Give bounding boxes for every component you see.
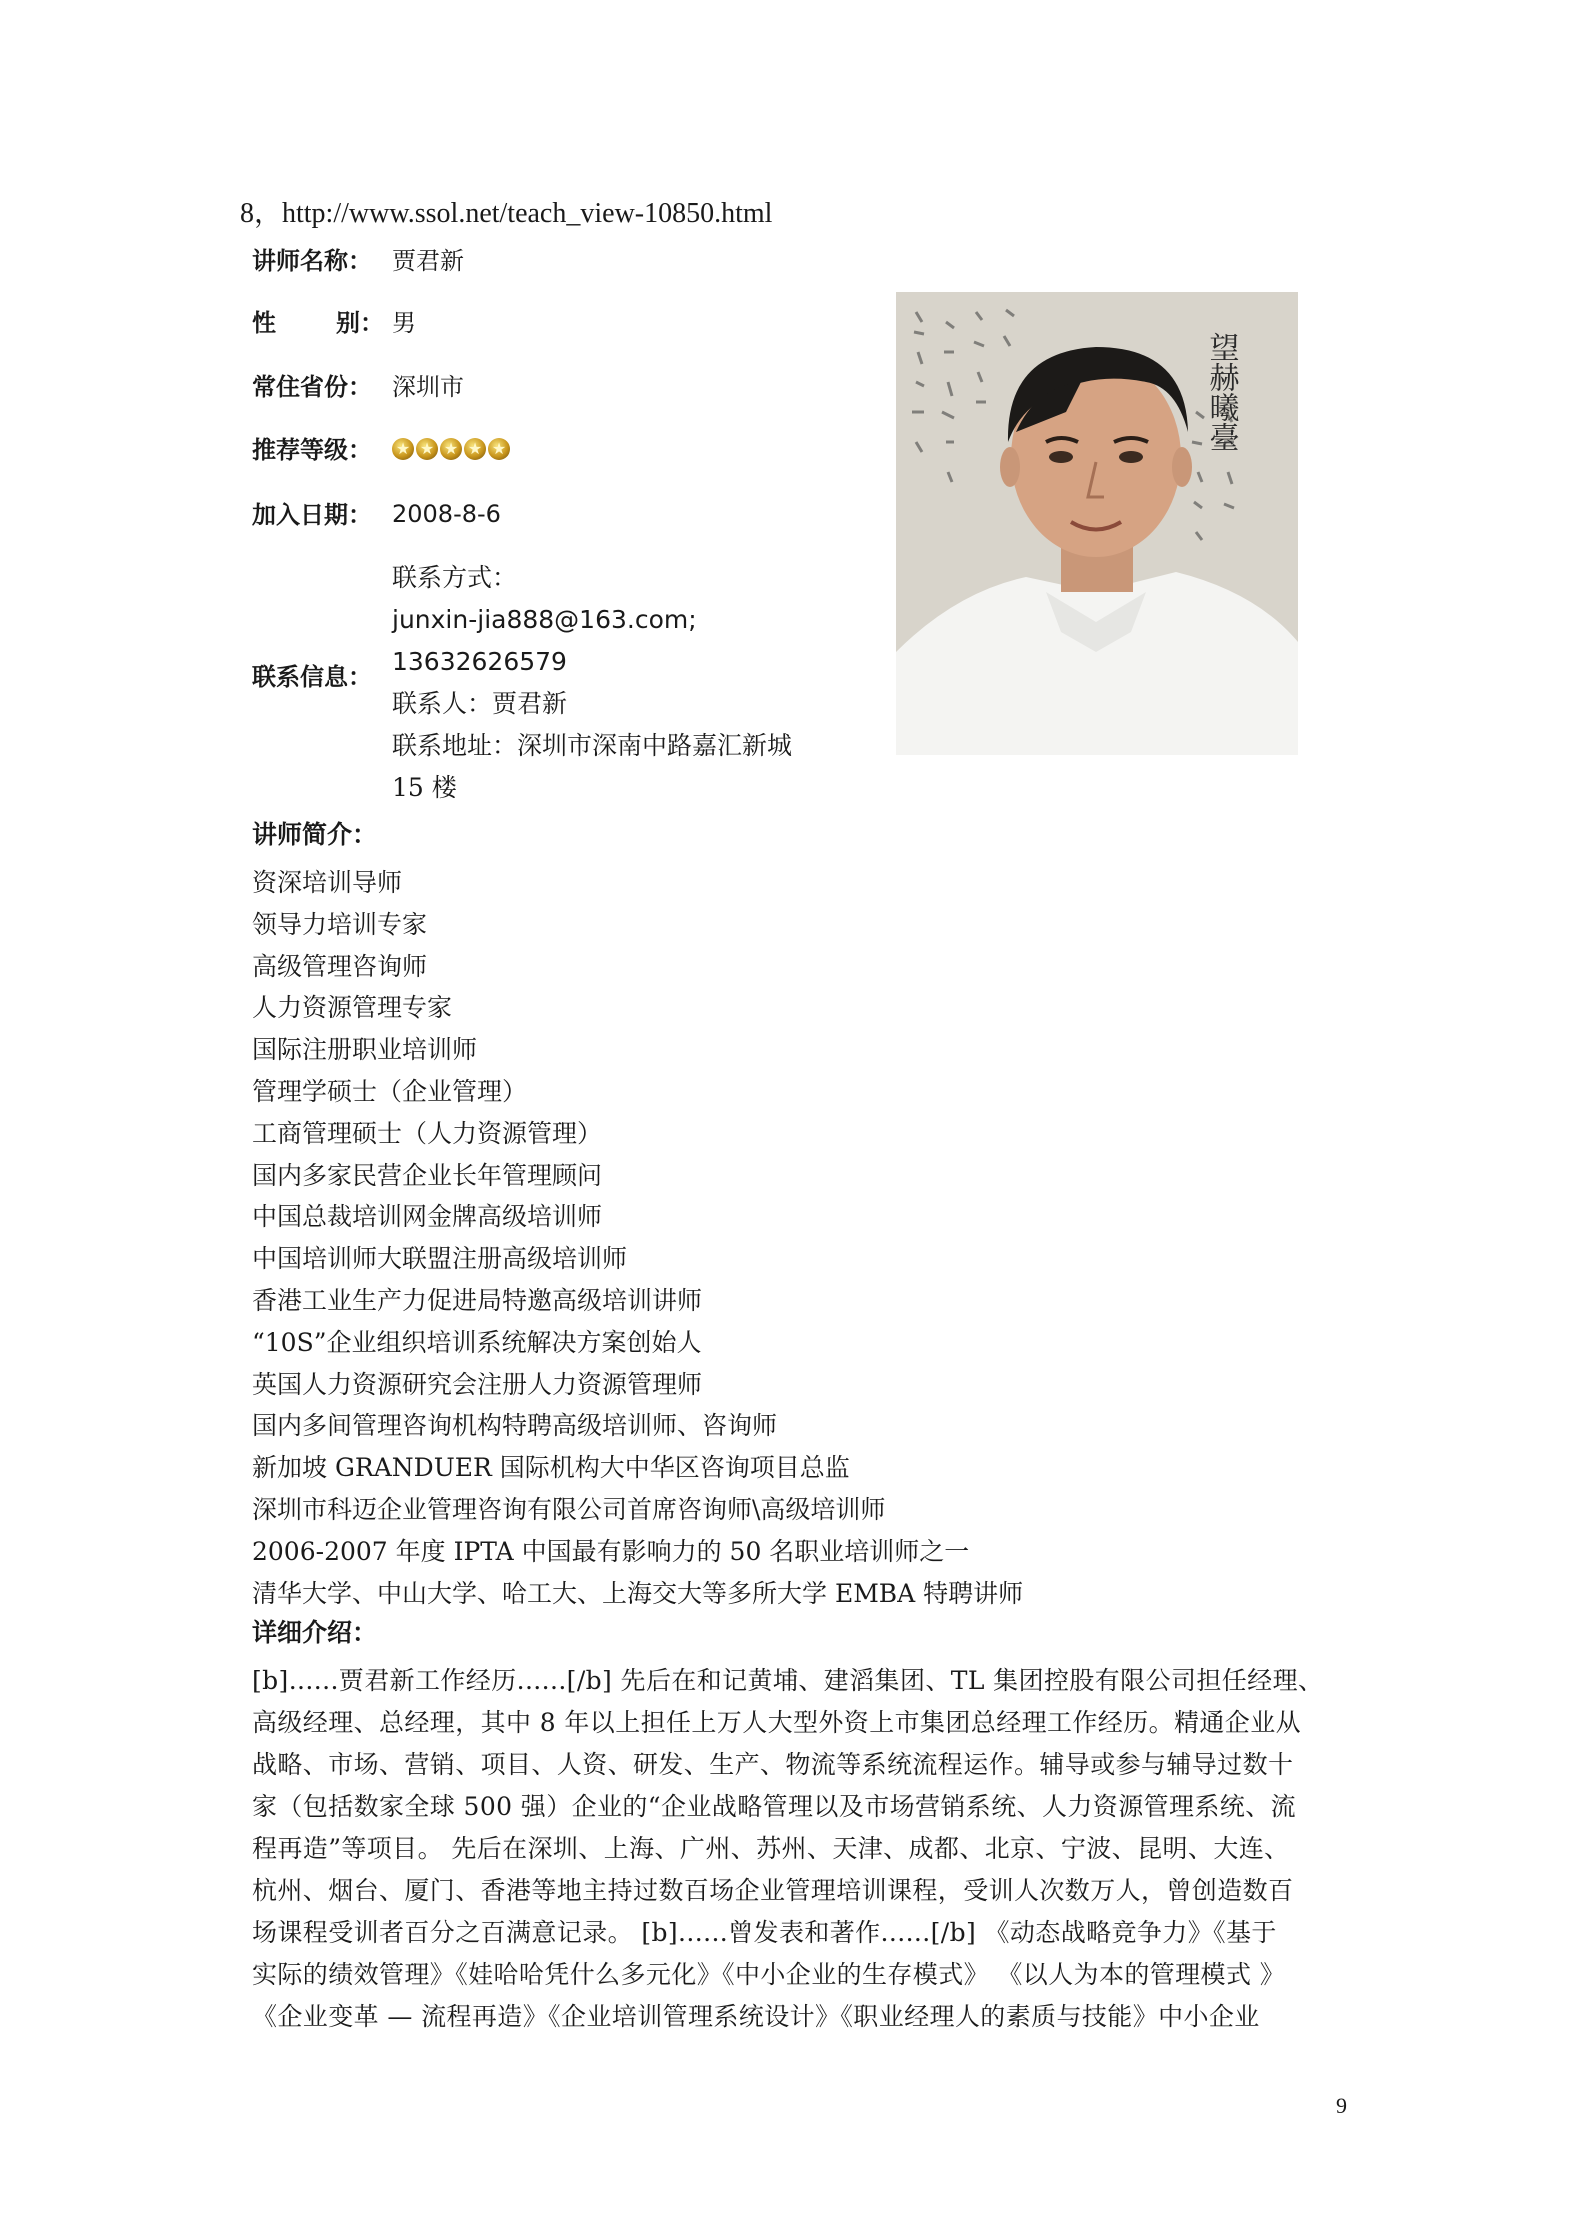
detail-line: 杭州、烟台、厦门、香港等地主持过数百场企业管理培训课程，受训人次数万人，曾创造数百 xyxy=(252,1876,1294,1905)
star-icon: ★ xyxy=(416,438,438,460)
intro-item: “10S”企业组织培训系统解决方案创始人 xyxy=(252,1327,702,1357)
intro-item: 深圳市科迈企业管理咨询有限公司首席咨询师\高级培训师 xyxy=(252,1494,886,1524)
intro-item: 国际注册职业培训师 xyxy=(252,1035,478,1065)
gender-colon: ： xyxy=(360,308,384,337)
intro-title: 讲师简介： xyxy=(252,820,378,849)
contact-person: 联系人：贾君新 xyxy=(392,689,568,718)
intro-item: 管理学硕士（企业管理） xyxy=(252,1076,528,1106)
star-icon: ★ xyxy=(488,438,510,460)
contact-label: 联系信息： xyxy=(252,662,372,691)
rating-stars xyxy=(392,438,510,460)
gender-label xyxy=(252,306,360,340)
page-number: 9 xyxy=(1336,2093,1347,2118)
join-date-label: 加入日期： xyxy=(252,500,372,529)
gender-value: 男 xyxy=(392,309,416,337)
detail-line: [b]......贾君新工作经历......[/b] 先后在和记黄埔、建滔集团、TL 集团控股有限公司担任经理、 xyxy=(252,1666,1324,1695)
intro-list xyxy=(252,862,1023,1614)
gender-label-char-2: 别 xyxy=(336,308,360,337)
intro-item: 清华大学、中山大学、哈工大、上海交大等多所大学 EMBA 特聘讲师 xyxy=(252,1578,1024,1608)
detail-line: 高级经理、总经理，其中 8 年以上担任上万人大型外资上市集团总经理工作经历。精通企业从 xyxy=(252,1708,1302,1737)
intro-item: 新加坡 GRANDUER 国际机构大中华区咨询项目总监 xyxy=(252,1453,850,1483)
detail-line: 战略、市场、营销、项目、人资、研发、生产、物流等系统流程运作。辅导或参与辅导过数十 xyxy=(252,1750,1294,1779)
detail-title: 详细介绍： xyxy=(252,1618,378,1647)
detail-body xyxy=(252,1660,1340,2038)
rating-label: 推荐等级： xyxy=(252,435,372,464)
detail-line: 实际的绩效管理》《娃哈哈凭什么多元化》《中小企业的生存模式》 《以人为本的管理模式 》 xyxy=(252,1960,1286,1989)
province-label: 常住省份： xyxy=(252,372,372,401)
detail-line: 程再造”等项目。 先后在深圳、上海、广州、苏州、天津、成都、北京、宁波、昆明、大连、 xyxy=(252,1834,1290,1863)
contact-email: junxin-jia888@163.com; xyxy=(392,605,697,634)
name-label: 讲师名称： xyxy=(252,246,372,275)
star-icon: ★ xyxy=(464,438,486,460)
intro-item: 资深培训导师 xyxy=(252,868,403,897)
portrait-illustration xyxy=(896,292,1298,755)
join-date-value: 2008-8-6 xyxy=(392,500,501,528)
calligraphy-text: 望赫曦臺 xyxy=(1203,332,1239,452)
detail-line: 《企业变革 — 流程再造》《企业培训管理系统设计》《职业经理人的素质与技能》中小企业 xyxy=(252,2002,1260,2031)
intro-item: 人力资源管理专家 xyxy=(252,993,453,1023)
star-icon: ★ xyxy=(392,438,414,460)
intro-item: 2006-2007 年度 IPTA 中国最有影响力的 50 名职业培训师之一 xyxy=(252,1536,970,1566)
url-heading: 8，http://www.ssol.net/teach_view-10850.html xyxy=(240,198,773,229)
detail-line: 场课程受训者百分之百满意记录。 [b]......曾发表和著作......[/b] 《动态战略竞争力》《基于 xyxy=(252,1918,1277,1947)
contact-address: 联系地址：深圳市深南中路嘉汇新城 xyxy=(392,731,793,760)
contact-phone: 13632626579 xyxy=(392,647,567,676)
contact-method-label: 联系方式： xyxy=(392,563,518,592)
intro-item: 高级管理咨询师 xyxy=(252,951,428,981)
intro-item: 国内多间管理咨询机构特聘高级培训师、咨询师 xyxy=(252,1411,778,1441)
province-value: 深圳市 xyxy=(392,373,464,401)
intro-item: 中国培训师大联盟注册高级培训师 xyxy=(252,1244,628,1274)
contact-info xyxy=(392,557,832,809)
intro-item: 国内多家民营企业长年管理顾问 xyxy=(252,1160,603,1190)
detail-line: 家（包括数家全球 500 强）企业的“企业战略管理以及市场营销系统、人力资源管理系统、流 xyxy=(252,1792,1296,1821)
intro-item: 香港工业生产力促进局特邀高级培训讲师 xyxy=(252,1285,703,1315)
star-icon: ★ xyxy=(440,438,462,460)
instructor-photo xyxy=(896,292,1298,755)
contact-address-cont: 15 楼 xyxy=(392,773,457,802)
name-value: 贾君新 xyxy=(392,247,464,275)
intro-item: 领导力培训专家 xyxy=(252,909,428,939)
intro-item: 英国人力资源研究会注册人力资源管理师 xyxy=(252,1369,703,1399)
intro-item: 中国总裁培训网金牌高级培训师 xyxy=(252,1202,603,1232)
intro-item: 工商管理硕士（人力资源管理） xyxy=(252,1118,603,1148)
gender-label-char-1: 性 xyxy=(252,308,276,337)
